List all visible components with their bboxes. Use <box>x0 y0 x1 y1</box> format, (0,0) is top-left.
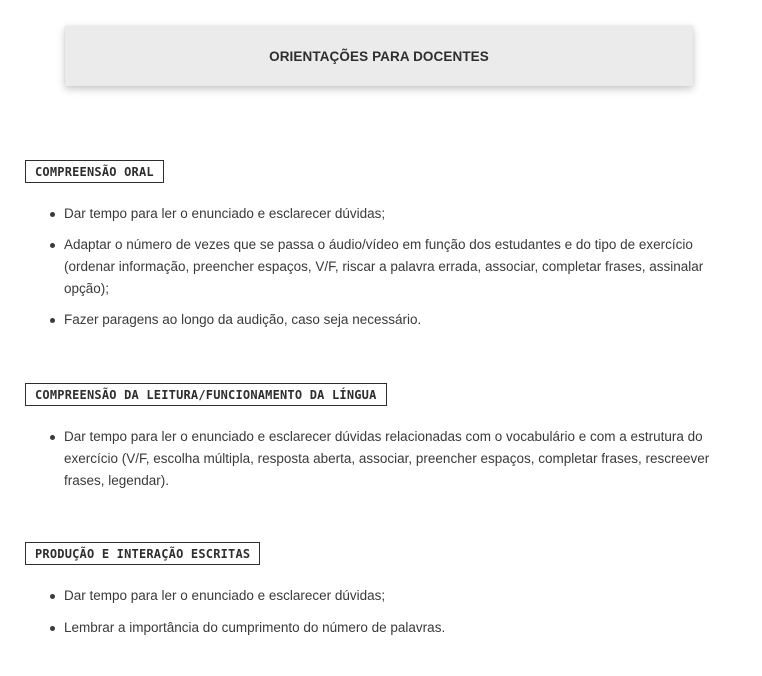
bullet-icon <box>50 626 55 631</box>
list-item <box>25 203 737 225</box>
bullet-icon <box>50 212 55 217</box>
section-compreensao-leitura <box>25 383 737 492</box>
list-item-text: Lembrar a importância do cumprimento do número de palavras. <box>64 620 446 635</box>
section-heading: COMPREENSÃO ORAL <box>25 160 164 183</box>
list-item-text: Adaptar o número de vezes que se passa o áudio/vídeo em função dos estudantes e do tipo de exercício (ordenar informação, preencher espaços, V/F, riscar a palavra errada, associar, completar frases, assinalar opção); <box>64 237 704 296</box>
section-producao-escrita <box>25 542 737 639</box>
page-header <box>65 26 693 86</box>
list-item <box>25 585 737 607</box>
list-item <box>25 309 737 331</box>
section-heading: COMPREENSÃO DA LEITURA/FUNCIONAMENTO DA LÍNGUA <box>25 383 387 406</box>
list-item <box>25 426 737 492</box>
list-item <box>25 234 737 300</box>
bullet-list <box>25 585 737 639</box>
page-title: ORIENTAÇÕES PARA DOCENTES <box>269 48 489 64</box>
list-item-text: Dar tempo para ler o enunciado e esclarecer dúvidas relacionadas com o vocabulário e com a estrutura do exercício (V/F, escolha múltipla, resposta aberta, associar, preencher espaços, completar frases, rescreever frases, legendar). <box>64 429 710 488</box>
list-item <box>25 617 737 639</box>
bullet-icon <box>50 435 55 440</box>
list-item-text: Dar tempo para ler o enunciado e esclarecer dúvidas; <box>64 206 386 221</box>
bullet-icon <box>50 594 55 599</box>
section-compreensao-oral <box>25 160 737 331</box>
list-item-text: Fazer paragens ao longo da audição, caso seja necessário. <box>64 312 422 327</box>
bullet-list <box>25 203 737 331</box>
bullet-list <box>25 426 737 492</box>
section-heading: PRODUÇÃO E INTERAÇÃO ESCRITAS <box>25 542 260 565</box>
bullet-icon <box>50 318 55 323</box>
list-item-text: Dar tempo para ler o enunciado e esclarecer dúvidas; <box>64 588 386 603</box>
bullet-icon <box>50 243 55 248</box>
